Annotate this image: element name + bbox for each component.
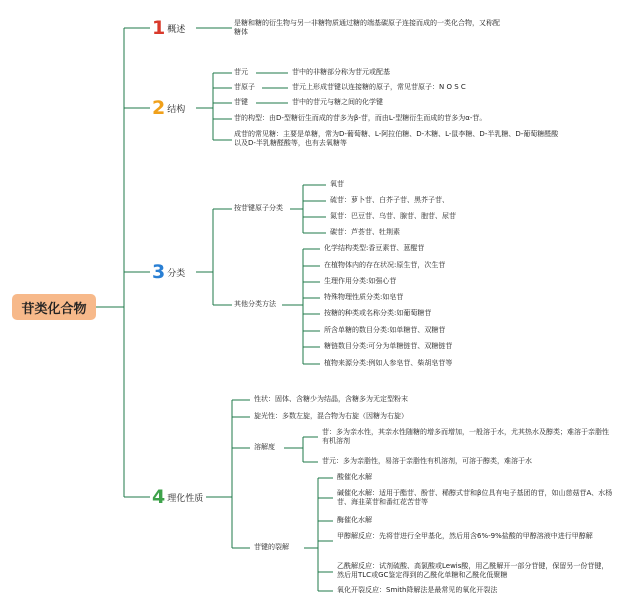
other-method-item: 糖链数目分类:可分为单糖链苷、双糖链苷 (324, 342, 453, 350)
cleavage-label: 苷键的裂解 (254, 543, 289, 551)
section-3-label: 分类 (167, 268, 186, 279)
term-glycosidic-bond-def: 苷中的苷元与糖之间的化学键 (292, 98, 383, 106)
other-method-item: 特殊物理性质分类:如皂苷 (324, 293, 404, 301)
root-node: 苷类化合物 (12, 294, 96, 320)
section-3-number: 3 (152, 261, 166, 283)
term-aglycone: 苷元 (234, 68, 248, 76)
other-method-item: 在植物体内的存在状况:原生苷，次生苷 (324, 261, 446, 269)
solubility-item: 苷元：多为亲脂性，易溶于亲脂性有机溶剂，可溶于醇类，难溶于水 (322, 457, 532, 465)
section-3-node (152, 262, 185, 282)
other-method-item: 按糖的种类或名称分类:如葡萄糖苷 (324, 309, 432, 317)
section-1-number: 1 (152, 17, 166, 39)
section-2-node (152, 98, 185, 118)
term-glycosidic-atom: 苷原子 (234, 83, 255, 91)
by-atom-item: 碳苷：芦荟苷、牡荆素 (330, 228, 400, 236)
other-method-item: 生理作用分类:如强心苷 (324, 277, 397, 285)
section-4-label: 理化性质 (167, 493, 204, 504)
solubility-item: 苷：多为亲水性，其亲水性随糖的增多而增加，一般溶于水，尤其热水及醇类；难溶于亲脂性有机溶剂 (322, 428, 609, 445)
cleavage-item: 酸催化水解 (337, 473, 372, 481)
cleavage-item: 碱催化水解：适用于酯苷、酚苷、稀醇式苷和β位具有电子基团的苷，如山慈菇苷A、水杨苷、海韭菜苷和番红花苦苷等 (337, 489, 613, 506)
common-sugars-text: 成苷的常见糖：主要是单糖，常为D-葡萄糖、L-阿拉伯糖、D-木糖、L-鼠李糖、D-半乳糖、D-葡萄糖醛酸以及D-半乳糖醛酸等，也有去氧糖等 (234, 130, 559, 147)
optical-rotation-text: 旋光性：多数左旋，混合物为右旋（因糖为右旋） (254, 412, 408, 420)
configuration-text: 苷的构型：由D-型糖衍生而成的苷多为β-苷，而由L-型糖衍生而成的苷多为α-苷。 (234, 114, 487, 122)
by-atom-item: 硫苷：萝卜苷、白芥子苷、黑芥子苷、 (330, 196, 449, 204)
by-atom-item: 氧苷 (330, 180, 344, 188)
cleavage-item: 酶催化水解 (337, 516, 372, 524)
other-method-item: 植物来源分类:例如人参皂苷、柴胡皂苷等 (324, 359, 453, 367)
solubility-label: 溶解度 (254, 443, 275, 451)
cleavage-item: 氧化开裂反应：Smith降解法是最常见的氧化开裂法 (337, 586, 498, 594)
overview-text: 是糖和糖的衍生物与另一非糖物质通过糖的端基碳原子连接而成的一类化合物，又称配糖体 (234, 19, 500, 36)
by-atom-label: 按苷键原子分类 (234, 204, 283, 212)
term-glycosidic-atom-def: 苷元上形成苷键以连接糖的原子，常见苷原子：N O S C (292, 83, 466, 91)
other-method-item: 所含单糖的数目分类:如单糖苷、双糖苷 (324, 326, 446, 334)
cleavage-item: 甲醇解反应：先将苷进行全甲基化，然后用含6%-9%盐酸的甲醇溶液中进行甲醇解 (337, 532, 593, 540)
section-2-label: 结构 (167, 104, 186, 115)
section-1-label: 概述 (167, 24, 186, 35)
other-method-item: 化学结构类型:香豆素苷、葸醌苷 (324, 244, 425, 252)
by-atom-item: 氮苷：巴豆苷、乌苷、腺苷、胞苷、尿苷 (330, 212, 456, 220)
term-glycosidic-bond: 苷键 (234, 98, 248, 106)
cleavage-item: 乙酰解反应：试剂硫酸、高氯酸或Lewis酸，用乙酰解开一部分苷键，保留另一份苷键，然后用TLC或GC鉴定得到的乙酰化单糖和乙酰化低聚糖 (337, 562, 609, 579)
section-4-node (152, 487, 203, 507)
section-4-number: 4 (152, 486, 166, 508)
term-aglycone-def: 苷中的非糖部分称为苷元或配基 (292, 68, 390, 76)
other-methods-label: 其他分类方法 (234, 300, 276, 308)
section-2-number: 2 (152, 97, 166, 119)
section-1-node (152, 18, 185, 38)
traits-text: 性状：固体、含糖少为结晶，含糖多为无定型粉末 (254, 395, 408, 403)
